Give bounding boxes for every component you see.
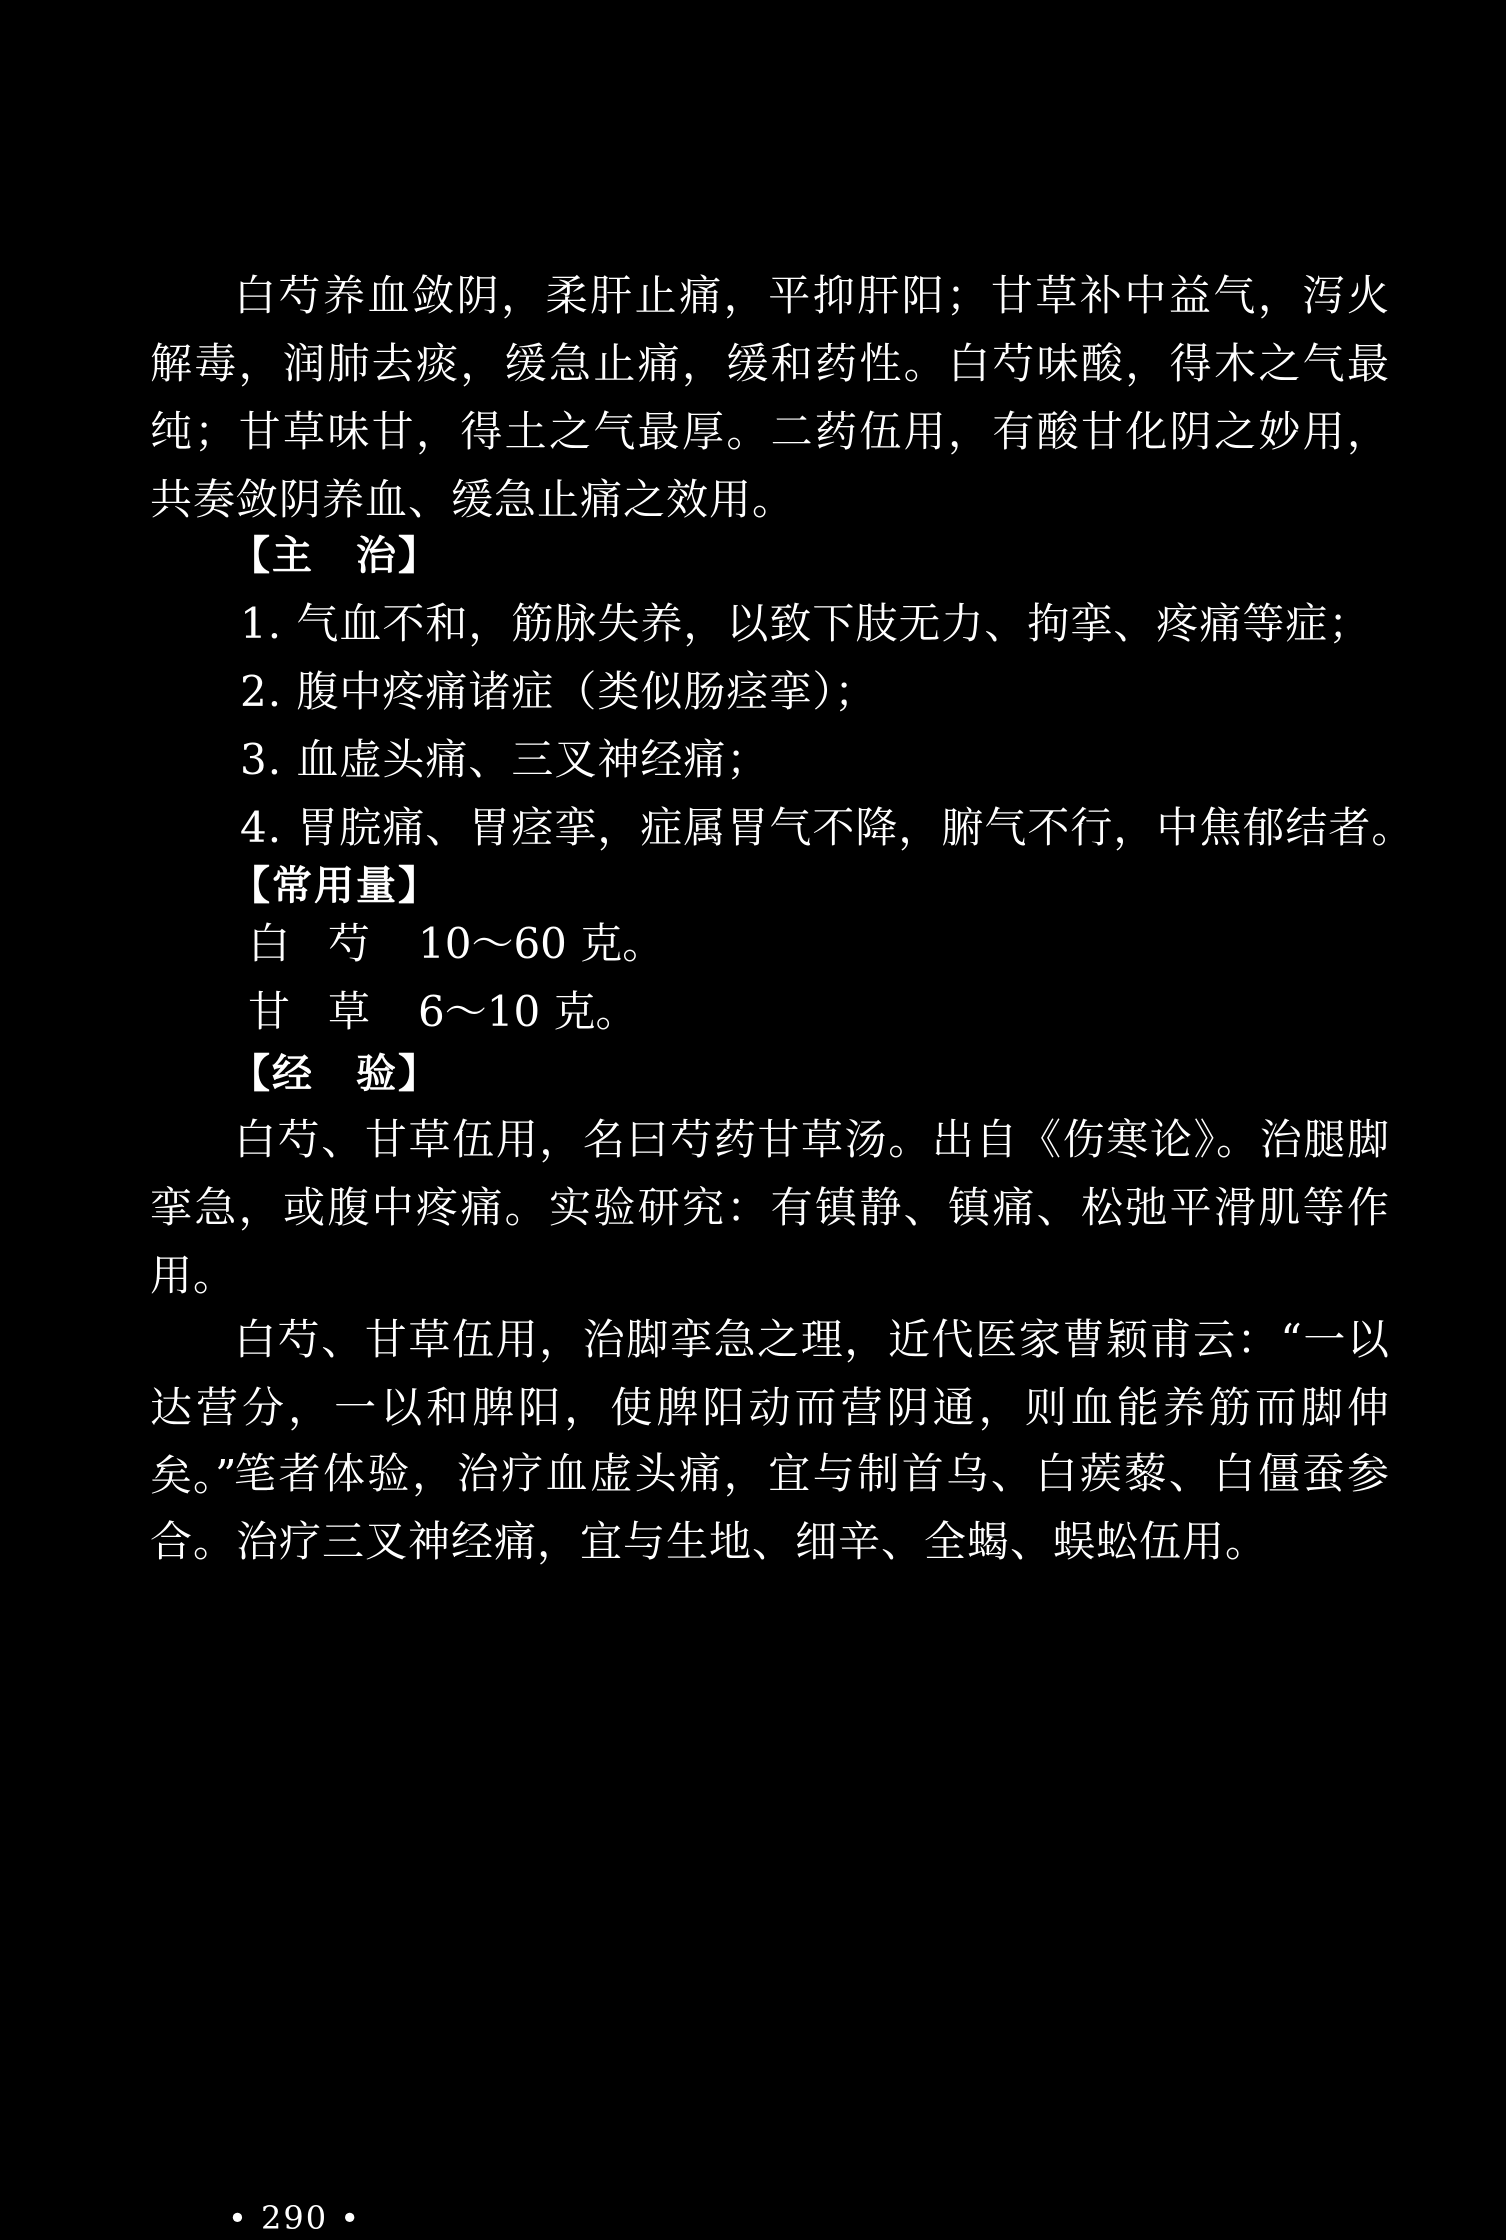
dosage-item [248, 910, 664, 978]
indication-item: 1. 气血不和，筋脉失养，以致下肢无力、拘挛、疼痛等症； [240, 599, 1372, 648]
indications-heading: 【主 治】 [230, 533, 440, 579]
dosage-amount: 10～60 克。 [418, 919, 665, 968]
dosage-amount: 6～10 克。 [418, 987, 638, 1036]
indication-item: 2. 腹中疼痛诸症（类似肠痉挛）； [240, 667, 878, 716]
dosage-herb: 白芍 [248, 919, 409, 968]
dosage-item [248, 978, 638, 1046]
page-number: • 290 • [228, 2199, 362, 2237]
indication-item: 4. 胃脘痛、胃痉挛，症属胃气不降，腑气不行，中焦郁结者。 [240, 803, 1415, 852]
experience-heading: 【经 验】 [230, 1051, 440, 1097]
experience-paragraph: 笔者体验，治疗血虚头痛，宜与制首乌、白蒺藜、白僵蚕参合。治疗三叉神经痛，宜与生地、细辛、全蝎、蜈蚣伍用。 [150, 1449, 1390, 1566]
indication-item: 3. 血虚头痛、三叉神经痛； [240, 735, 770, 784]
experience-paragraph: 白芍、甘草伍用，名曰芍药甘草汤。出自《伤寒论》。治腿脚挛急，或腹中疼痛。实验研究：有镇静、镇痛、松弛平滑肌等作用。 [150, 1115, 1390, 1300]
dosage-heading: 【常用量】 [230, 863, 440, 909]
dosage-herb: 甘草 [248, 987, 409, 1036]
experience-paragraph: 白芍、甘草伍用，治脚挛急之理，近代医家曹颖甫云：“一以达营分，一以和脾阳，使脾阳动而营阴通，则血能养筋而脚伸矣。” [150, 1315, 1390, 1500]
intro-paragraph: 白芍养血敛阴，柔肝止痛，平抑肝阳；甘草补中益气，泻火解毒，润肺去痰，缓急止痛，缓和药性。白芍味酸，得木之气最纯；甘草味甘，得土之气最厚。二药伍用，有酸甘化阴之妙用，共奏敛阴养血、缓急止痛之效用。 [150, 271, 1390, 524]
